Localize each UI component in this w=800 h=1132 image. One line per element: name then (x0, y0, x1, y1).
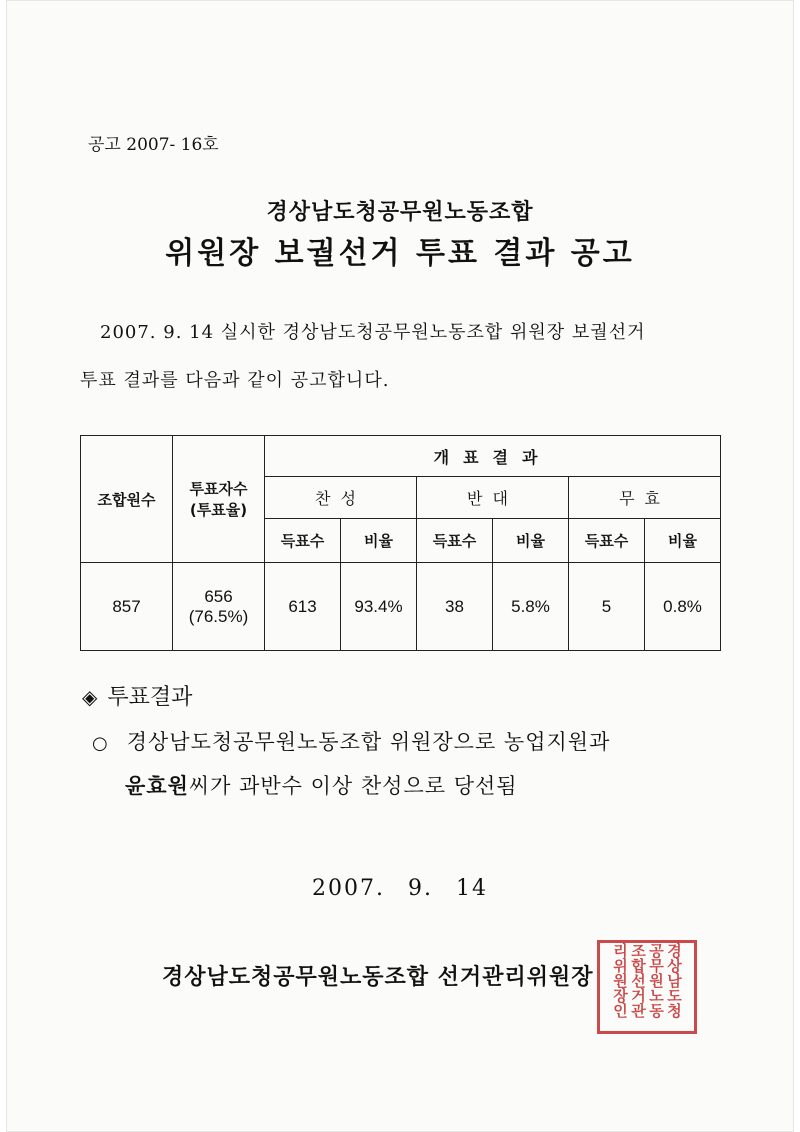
approve-count: 613 (265, 563, 341, 651)
table-row (81, 563, 721, 651)
voters-header (173, 436, 265, 563)
invalid-group-header: 무효 (569, 477, 721, 519)
oppose-count: 38 (417, 563, 493, 651)
organization-title: 경상남도청공무원노동조합 (266, 199, 534, 225)
members-header: 조합원수 (81, 436, 173, 563)
intro-line-2: 투표 결과를 다음과 같이 공고합니다. (80, 370, 390, 391)
oppose-count-header: 득표수 (417, 519, 493, 563)
official-seal-stamp (597, 940, 697, 1034)
approve-group-header: 찬성 (265, 477, 417, 519)
approve-count-header: 득표수 (265, 519, 341, 563)
invalid-count: 5 (569, 563, 645, 651)
oppose-group-header: 반대 (417, 477, 569, 519)
diamond-bullet-icon: ◈ (82, 685, 98, 709)
result-line-1-text: 경상남도청공무원노동조합 위원장으로 농업지원과 (126, 730, 611, 754)
issuer: 경상남도청공무원노동조합 선거관리위원장 (162, 964, 594, 990)
page-title: 위원장 보궐선거 투표 결과 공고 (165, 236, 635, 271)
seal-text: 경상남도청공무원노동조합선거관리위원장인 (611, 943, 683, 1018)
section-title-text: 투표결과 (107, 685, 193, 710)
approve-ratio-header: 비율 (341, 519, 417, 563)
invalid-ratio-header: 비율 (645, 519, 721, 563)
winner-name: 윤효원 (125, 773, 189, 798)
voters-value (173, 563, 265, 651)
result-header: 개표결과 (265, 436, 721, 477)
voters-count: 656 (204, 586, 233, 606)
oppose-ratio-header: 비율 (493, 519, 569, 563)
oppose-ratio: 5.8% (493, 563, 569, 651)
approve-ratio: 93.4% (341, 563, 417, 651)
result-line-2-text: 씨가 과반수 이상 찬성으로 당선됨 (188, 774, 518, 798)
members-value: 857 (81, 563, 173, 651)
voters-header-label: 투표자수 (189, 480, 248, 498)
invalid-count-header: 득표수 (569, 519, 645, 563)
notice-date: 2007. 9. 14 (312, 876, 488, 901)
invalid-ratio: 0.8% (645, 563, 721, 651)
section-title (82, 680, 192, 711)
intro-line-1: 2007. 9. 14 실시한 경상남도청공무원노동조합 위원장 보궐선거 (100, 322, 646, 343)
circle-bullet-icon: ○ (92, 733, 109, 754)
turnout-value: (76.5%) (188, 606, 249, 626)
result-line-2 (125, 770, 518, 800)
result-line-1 (92, 726, 610, 756)
notice-number: 공고 2007- 16호 (88, 135, 219, 155)
vote-result-table (80, 435, 721, 651)
turnout-header-label: (투표율) (189, 501, 248, 519)
